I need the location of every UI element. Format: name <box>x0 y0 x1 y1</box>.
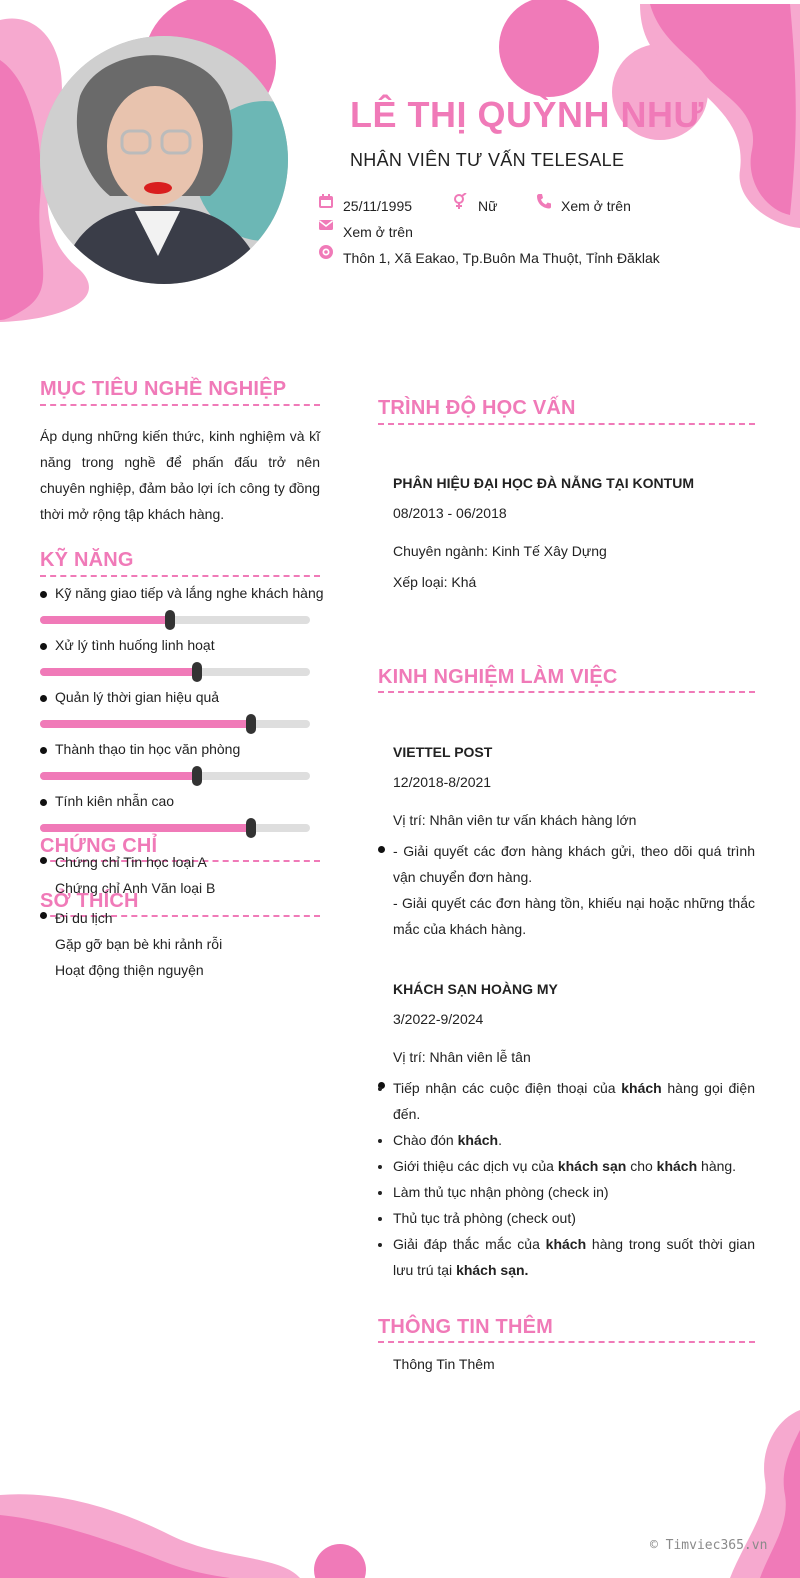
gender-icon <box>452 193 468 209</box>
objective-text: Áp dụng những kiến thức, kinh nghiệm và kĩ năng trong nghề để phấn đấu trở nên chuyên nghiệp, đảm bảo lợi ích công ty đồng thời mở rộng tập khách hàng. <box>40 428 320 522</box>
skill-level-fill <box>40 772 197 780</box>
skill-level-bar <box>40 824 310 832</box>
portrait-image <box>40 36 288 284</box>
education-period: 08/2013 - 06/2018 <box>393 505 507 521</box>
skill-level-fill <box>40 720 251 728</box>
skill-label: Tính kiên nhẫn cao <box>55 793 175 809</box>
experience-title: KINH NGHIỆM LÀM VIỆC <box>378 666 618 688</box>
job-bullet <box>378 846 385 853</box>
skill-label: Xử lý tình huống linh hoạt <box>55 637 215 653</box>
job-position: Vị trí: Nhân viên lễ tân <box>393 1049 531 1065</box>
skill-level-fill <box>40 616 170 624</box>
skill-level-knob <box>246 714 256 734</box>
education-major: Chuyên ngành: Kinh Tế Xây Dựng <box>393 543 607 559</box>
skill-label: Quản lý thời gian hiệu quả <box>55 689 220 705</box>
education-divider <box>378 423 755 425</box>
skill-level-knob <box>192 662 202 682</box>
skill-level-bar <box>40 616 310 624</box>
education-grade: Xếp loại: Khá <box>393 574 477 590</box>
job-position: Vị trí: Nhân viên tư vấn khách hàng lớn <box>393 812 637 828</box>
hobby-bullet <box>40 912 47 919</box>
job-title: NHÂN VIÊN TƯ VẤN TELESALE <box>350 150 625 170</box>
skill-bullet <box>40 799 47 806</box>
objective-title: MỤC TIÊU NGHỀ NGHIỆP <box>40 378 287 400</box>
skill-label: Thành thạo tin học văn phòng <box>55 741 241 757</box>
phone-text: Xem ở trên <box>561 198 631 214</box>
skill-bullet <box>40 747 47 754</box>
candidate-name: LÊ THỊ QUỲNH NHƯ <box>350 94 704 135</box>
skill-label: Kỹ năng giao tiếp và lắng nghe khách hàng <box>55 585 324 601</box>
skill-level-knob <box>246 818 256 838</box>
skill-level-knob <box>192 766 202 786</box>
objective-divider <box>40 404 320 406</box>
skill-level-bar <box>40 668 310 676</box>
email-text: Xem ở trên <box>343 224 413 240</box>
education-title: TRÌNH ĐỘ HỌC VẤN <box>378 397 576 419</box>
hobby-item: Gặp gỡ bạn bè khi rảnh rỗi <box>55 936 223 952</box>
watermark: © Timviec365.vn <box>650 1538 768 1553</box>
birthday-text: 25/11/1995 <box>343 198 413 214</box>
certificate-item: Chứng chỉ Tin học loại A <box>55 854 207 870</box>
skill-bullet <box>40 695 47 702</box>
location-icon <box>318 244 334 260</box>
skill-level-fill <box>40 824 251 832</box>
skills-title: KỸ NĂNG <box>40 549 134 571</box>
skill-level-fill <box>40 668 197 676</box>
task-item: • Giới thiệu các dịch vụ của khách sạn cho khách hàng. <box>393 1153 755 1179</box>
skill-bullet <box>40 643 47 650</box>
task-item: • Tiếp nhận các cuộc điện thoại của khách hàng gọi điện đến. <box>393 1075 755 1127</box>
certificate-bullet <box>40 857 47 864</box>
task-list <box>377 1075 755 1283</box>
company-name: VIETTEL POST <box>393 744 493 760</box>
skill-level-bar <box>40 772 310 780</box>
company-name: KHÁCH SẠN HOÀNG MY <box>393 981 558 997</box>
skills-divider <box>40 575 320 577</box>
hobby-item: Hoạt động thiện nguyện <box>55 962 204 978</box>
certificates-title: CHỨNG CHỈ <box>40 835 158 857</box>
skill-bullet <box>40 591 47 598</box>
hobbies-title: SỞ THÍCH <box>40 890 139 912</box>
gender-text: Nữ <box>478 198 498 214</box>
skill-level-bar <box>40 720 310 728</box>
task-item: • Chào đón khách. <box>393 1127 755 1153</box>
phone-icon <box>536 193 552 209</box>
task-item: • Làm thủ tục nhận phòng (check in) <box>393 1179 755 1205</box>
job-duty: - Giải quyết các đơn hàng khách gửi, theo dõi quá trình vận chuyển đơn hàng. <box>393 843 755 885</box>
job-period: 12/2018-8/2021 <box>393 774 492 790</box>
address-text: Thôn 1, Xã Eakao, Tp.Buôn Ma Thuột, Tỉnh Đăklak <box>343 250 660 266</box>
job-period: 3/2022-9/2024 <box>393 1011 484 1027</box>
hobby-item: Đi du lịch <box>55 910 113 926</box>
school-name: PHÂN HIỆU ĐẠI HỌC ĐÀ NẴNG TẠI KONTUM <box>393 475 694 491</box>
extra-title: THÔNG TIN THÊM <box>378 1316 554 1338</box>
calendar-icon <box>318 193 334 209</box>
experience-divider <box>378 691 755 693</box>
job-duty: - Giải quyết các đơn hàng tồn, khiếu nại hoặc những thắc mắc của khách hàng. <box>393 895 755 937</box>
extra-text: Thông Tin Thêm <box>393 1356 495 1372</box>
task-item: • Thủ tục trả phòng (check out) <box>393 1205 755 1231</box>
mail-icon <box>318 217 334 233</box>
profile-photo <box>40 36 288 284</box>
extra-divider <box>378 1341 755 1343</box>
task-item: • Giải đáp thắc mắc của khách hàng trong suốt thời gian lưu trú tại khách sạn. <box>393 1231 755 1283</box>
skill-level-knob <box>165 610 175 630</box>
certificate-item: Chứng chỉ Anh Văn loại B <box>55 880 216 896</box>
